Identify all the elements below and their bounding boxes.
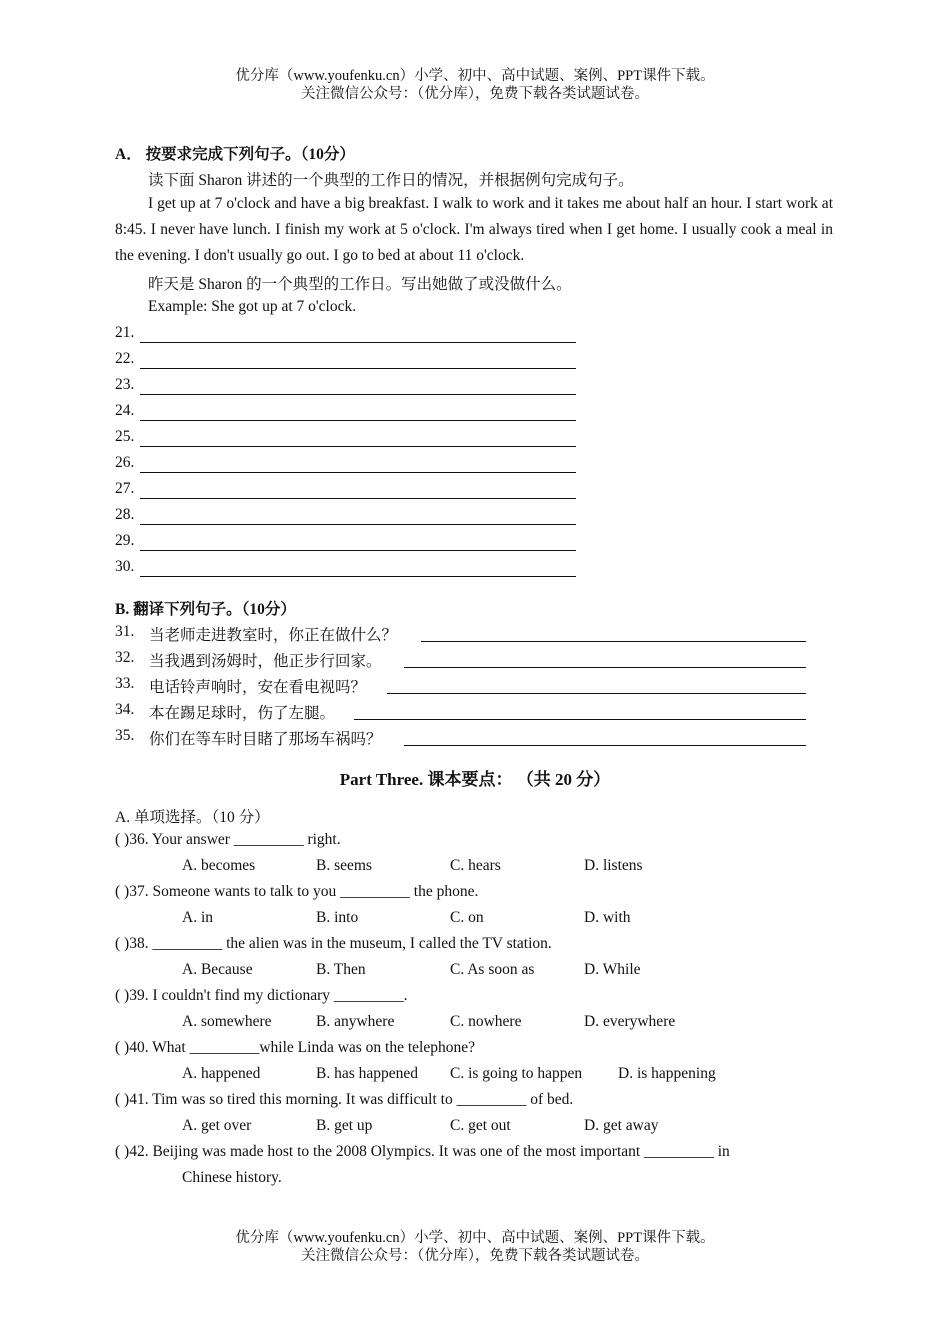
answer-option[interactable]: C. is going to happen (450, 1065, 583, 1082)
answer-number: 29. (115, 532, 135, 549)
translation-prompt: 当我遇到汤姆时，他正步行回家。 (149, 653, 382, 670)
answer-blank-line[interactable] (140, 342, 576, 343)
page-footer (0, 1229, 950, 1265)
translation-blank-line[interactable] (404, 667, 806, 668)
answer-option[interactable]: C. nowhere (450, 1013, 522, 1030)
answer-option[interactable]: B. anywhere (316, 1013, 395, 1030)
footer-line-1: 优分库（www.youfenku.cn）小学、初中、高中试题、案例、PPT课件下载。 (235, 1230, 715, 1246)
answer-blank-line[interactable] (140, 368, 576, 369)
translation-number: 31. (115, 623, 135, 640)
answer-option[interactable]: B. into (316, 909, 359, 926)
answer-option[interactable]: B. has happened (316, 1065, 419, 1082)
question-42-stem: ( )42. Beijing was made host to the 2008 Olympics. It was one of the most important _________ in (115, 1143, 730, 1160)
section-a-instruction: 读下面 Sharon 讲述的一个典型的工作日的情况，并根据例句完成句子。 (148, 172, 634, 189)
answer-option[interactable]: A. happened (182, 1065, 261, 1082)
answer-option[interactable]: C. get out (450, 1117, 511, 1134)
answer-option[interactable]: C. As soon as (450, 961, 535, 978)
answer-number: 26. (115, 454, 135, 471)
translation-number: 33. (115, 675, 135, 692)
answer-option[interactable]: B. seems (316, 857, 372, 874)
translation-number: 35. (115, 727, 135, 744)
answer-blank-line[interactable] (140, 394, 576, 395)
translation-number: 34. (115, 701, 135, 718)
answer-number: 25. (115, 428, 135, 445)
answer-number: 30. (115, 558, 135, 575)
translation-prompt: 当老师走进教室时，你正在做什么？ (149, 627, 398, 644)
section-a-title: A． 按要求完成下列句子。（10分） (115, 146, 355, 163)
answer-option[interactable]: C. on (450, 909, 484, 926)
answer-blank-line[interactable] (140, 472, 576, 473)
translation-blank-line[interactable] (387, 693, 806, 694)
answer-option[interactable]: A. get over (182, 1117, 252, 1134)
part-three-title: Part Three. 课本要点： （共 20 分） (339, 770, 611, 789)
answer-option[interactable]: B. Then (316, 961, 366, 978)
part-three-subtitle: A. 单项选择。（10 分） (115, 809, 270, 826)
answer-blank-line[interactable] (140, 498, 576, 499)
question-stem: ( )39. I couldn't find my dictionary _________. (115, 987, 408, 1004)
answer-option[interactable]: D. get away (584, 1117, 659, 1134)
answer-option[interactable]: D. listens (584, 857, 643, 874)
answer-blank-line[interactable] (140, 550, 576, 551)
answer-option[interactable]: D. with (584, 909, 631, 926)
answer-number: 27. (115, 480, 135, 497)
answer-option[interactable]: A. Because (182, 961, 253, 978)
question-stem: ( )36. Your answer _________ right. (115, 831, 341, 848)
translation-prompt: 本在踢足球时，伤了左腿。 (149, 705, 336, 722)
translation-blank-line[interactable] (354, 719, 806, 720)
header-line-1: 优分库（www.youfenku.cn）小学、初中、高中试题、案例、PPT课件下载。 (235, 68, 715, 84)
answer-number: 22. (115, 350, 135, 367)
answer-number: 28. (115, 506, 135, 523)
answer-option[interactable]: D. is happening (618, 1065, 716, 1082)
answer-option[interactable]: A. in (182, 909, 213, 926)
page-header (0, 67, 950, 103)
answer-blank-line[interactable] (140, 576, 576, 577)
answer-option[interactable]: A. somewhere (182, 1013, 272, 1030)
answer-option[interactable]: D. While (584, 961, 641, 978)
answer-option[interactable]: C. hears (450, 857, 501, 874)
translation-number: 32. (115, 649, 135, 666)
footer-line-2: 关注微信公众号：（优分库），免费下载各类试题试卷。 (301, 1248, 649, 1264)
answer-blank-line[interactable] (140, 446, 576, 447)
answer-option[interactable]: D. everywhere (584, 1013, 676, 1030)
translation-prompt: 你们在等车时目睹了那场车祸吗？ (149, 731, 382, 748)
section-a-passage: I get up at 7 o'clock and have a big breakfast. I walk to work and it takes me about half an hour. I start work at 8:45. I never have lunch. I finish my work at 5 o'clock. I'm always tired when I get home. I usually cook a meal in the evening. I don't usually go out. I go to bed at about 11 o'clock. (115, 195, 833, 264)
answer-blank-line[interactable] (140, 420, 576, 421)
answer-option[interactable]: B. get up (316, 1117, 373, 1134)
answer-option[interactable]: A. becomes (182, 857, 256, 874)
question-stem: ( )41. Tim was so tired this morning. It was difficult to _________ of bed. (115, 1091, 574, 1108)
section-a-task: 昨天是 Sharon 的一个典型的工作日。写出她做了或没做什么。 (148, 276, 572, 293)
answer-number: 21. (115, 324, 135, 341)
question-stem: ( )37. Someone wants to talk to you _________ the phone. (115, 883, 479, 900)
answer-number: 24. (115, 402, 135, 419)
question-42-continuation: Chinese history. (182, 1169, 282, 1186)
section-a-example: Example: She got up at 7 o'clock. (148, 298, 357, 315)
question-stem: ( )40. What _________while Linda was on the telephone? (115, 1039, 475, 1056)
answer-number: 23. (115, 376, 135, 393)
translation-blank-line[interactable] (404, 745, 806, 746)
translation-prompt: 电话铃声响时，安在看电视吗？ (149, 679, 367, 696)
question-stem: ( )38. _________ the alien was in the museum, I called the TV station. (115, 935, 552, 952)
translation-blank-line[interactable] (421, 641, 806, 642)
answer-blank-line[interactable] (140, 524, 576, 525)
section-b-title: B. 翻译下列句子。（10分） (115, 601, 296, 618)
header-line-2: 关注微信公众号：（优分库），免费下载各类试题试卷。 (301, 86, 649, 102)
